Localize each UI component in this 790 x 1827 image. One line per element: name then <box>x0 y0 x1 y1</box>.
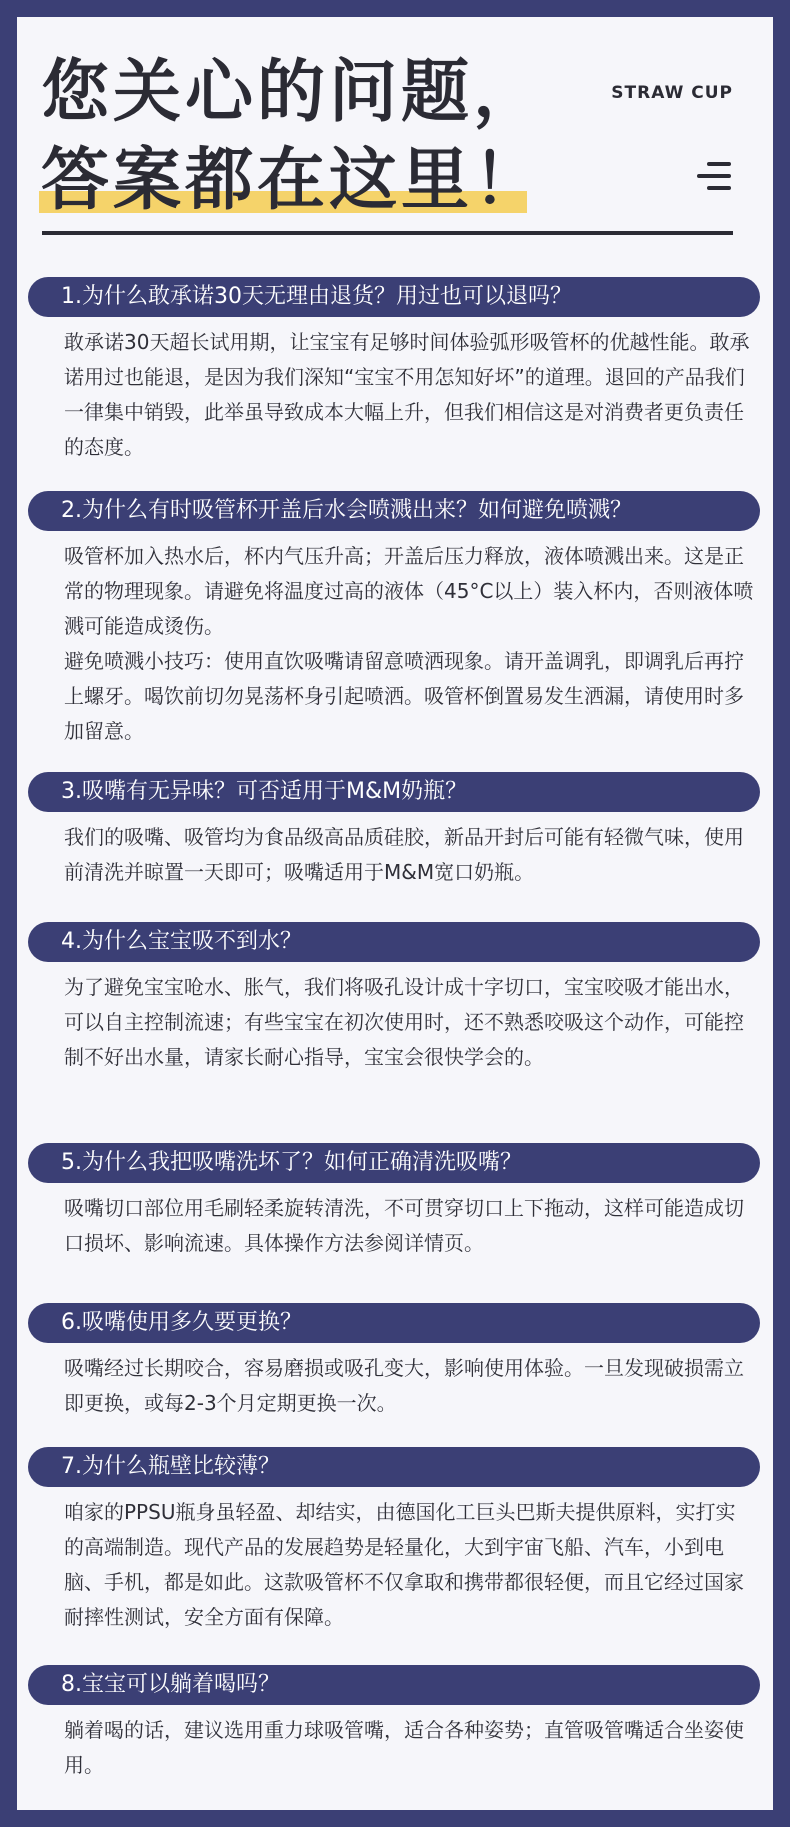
faq-question[interactable]: 6.吸嘴使用多久要更换？ <box>28 1303 760 1343</box>
header-divider <box>42 231 733 235</box>
faq-item-8 <box>28 1665 760 1783</box>
faq-question[interactable]: 1.为什么敢承诺30天无理由退货？用过也可以退吗？ <box>28 277 760 317</box>
page-frame <box>17 17 773 1810</box>
page-title-line1: 您关心的问题， <box>41 53 546 132</box>
faq-answer: 吸嘴切口部位用毛刷轻柔旋转清洗，不可贯穿切口上下拖动，这样可能造成切口损坏、影响流速。具体操作方法参阅详情页。 <box>64 1196 744 1255</box>
faq-question[interactable]: 3.吸嘴有无异味？可否适用于M&M奶瓶？ <box>28 772 760 812</box>
faq-answer: 我们的吸嘴、吸管均为食品级高品质硅胶，新品开封后可能有轻微气味，使用前清洗并晾置一天即可；吸嘴适用于M&M宽口奶瓶。 <box>64 825 744 884</box>
page-title-line2-text: 答案都在这里！ <box>41 141 546 220</box>
page-title-line2 <box>41 141 546 220</box>
hamburger-icon[interactable] <box>697 162 731 192</box>
faq-question[interactable]: 8.宝宝可以躺着喝吗？ <box>28 1665 760 1705</box>
faq-item-3 <box>28 772 760 890</box>
faq-item-4 <box>28 922 760 1075</box>
faq-item-2 <box>28 491 760 749</box>
faq-item-6 <box>28 1303 760 1421</box>
faq-question[interactable]: 7.为什么瓶壁比较薄？ <box>28 1447 760 1487</box>
faq-answer: 敢承诺30天超长试用期，让宝宝有足够时间体验弧形吸管杯的优越性能。敢承诺用过也能退，是因为我们深知“宝宝不用怎知好坏”的道理。退回的产品我们一律集中销毁，此举虽导致成本大幅上升，但我们相信这是对消费者更负责任的态度。 <box>64 330 750 459</box>
faq-answer: 咱家的PPSU瓶身虽轻盈、却结实，由德国化工巨头巴斯夫提供原料，实打实的高端制造。现代产品的发展趋势是轻量化，大到宇宙飞船、汽车，小到电脑、手机，都是如此。这款吸管杯不仅拿取和携带都很轻便，而且它经过国家耐摔性测试，安全方面有保障。 <box>64 1500 744 1629</box>
faq-question[interactable]: 5.为什么我把吸嘴洗坏了？如何正确清洗吸嘴？ <box>28 1143 760 1183</box>
faq-answer: 躺着喝的话，建议选用重力球吸管嘴，适合各种姿势；直管吸管嘴适合坐姿使用。 <box>64 1718 744 1777</box>
faq-answer: 吸嘴经过长期咬合，容易磨损或吸孔变大，影响使用体验。一旦发现破损需立即更换，或每2-3个月定期更换一次。 <box>64 1356 744 1415</box>
faq-item-7 <box>28 1447 760 1635</box>
faq-item-1 <box>28 277 760 465</box>
brand-label: STRAW CUP <box>611 83 733 103</box>
faq-item-5 <box>28 1143 760 1261</box>
faq-question[interactable]: 4.为什么宝宝吸不到水？ <box>28 922 760 962</box>
faq-question[interactable]: 2.为什么有时吸管杯开盖后水会喷溅出来？如何避免喷溅？ <box>28 491 760 531</box>
faq-answer: 为了避免宝宝呛水、胀气，我们将吸孔设计成十字切口，宝宝咬吸才能出水，可以自主控制流速；有些宝宝在初次使用时，还不熟悉咬吸这个动作，可能控制不好出水量，请家长耐心指导，宝宝会很快学会的。 <box>64 975 744 1069</box>
faq-answer: 吸管杯加入热水后，杯内气压升高；开盖后压力释放，液体喷溅出来。这是正常的物理现象。请避免将温度过高的液体（45°C以上）装入杯内，否则液体喷溅可能造成烫伤。 避免喷溅小技巧：使用直饮吸嘴请留意喷洒现象。请开盖调乳，即调乳后再拧上螺牙。喝饮前切勿晃荡杯身引起喷洒。吸管杯倒置易发生洒漏，请使用时多加留意。 <box>64 544 754 743</box>
